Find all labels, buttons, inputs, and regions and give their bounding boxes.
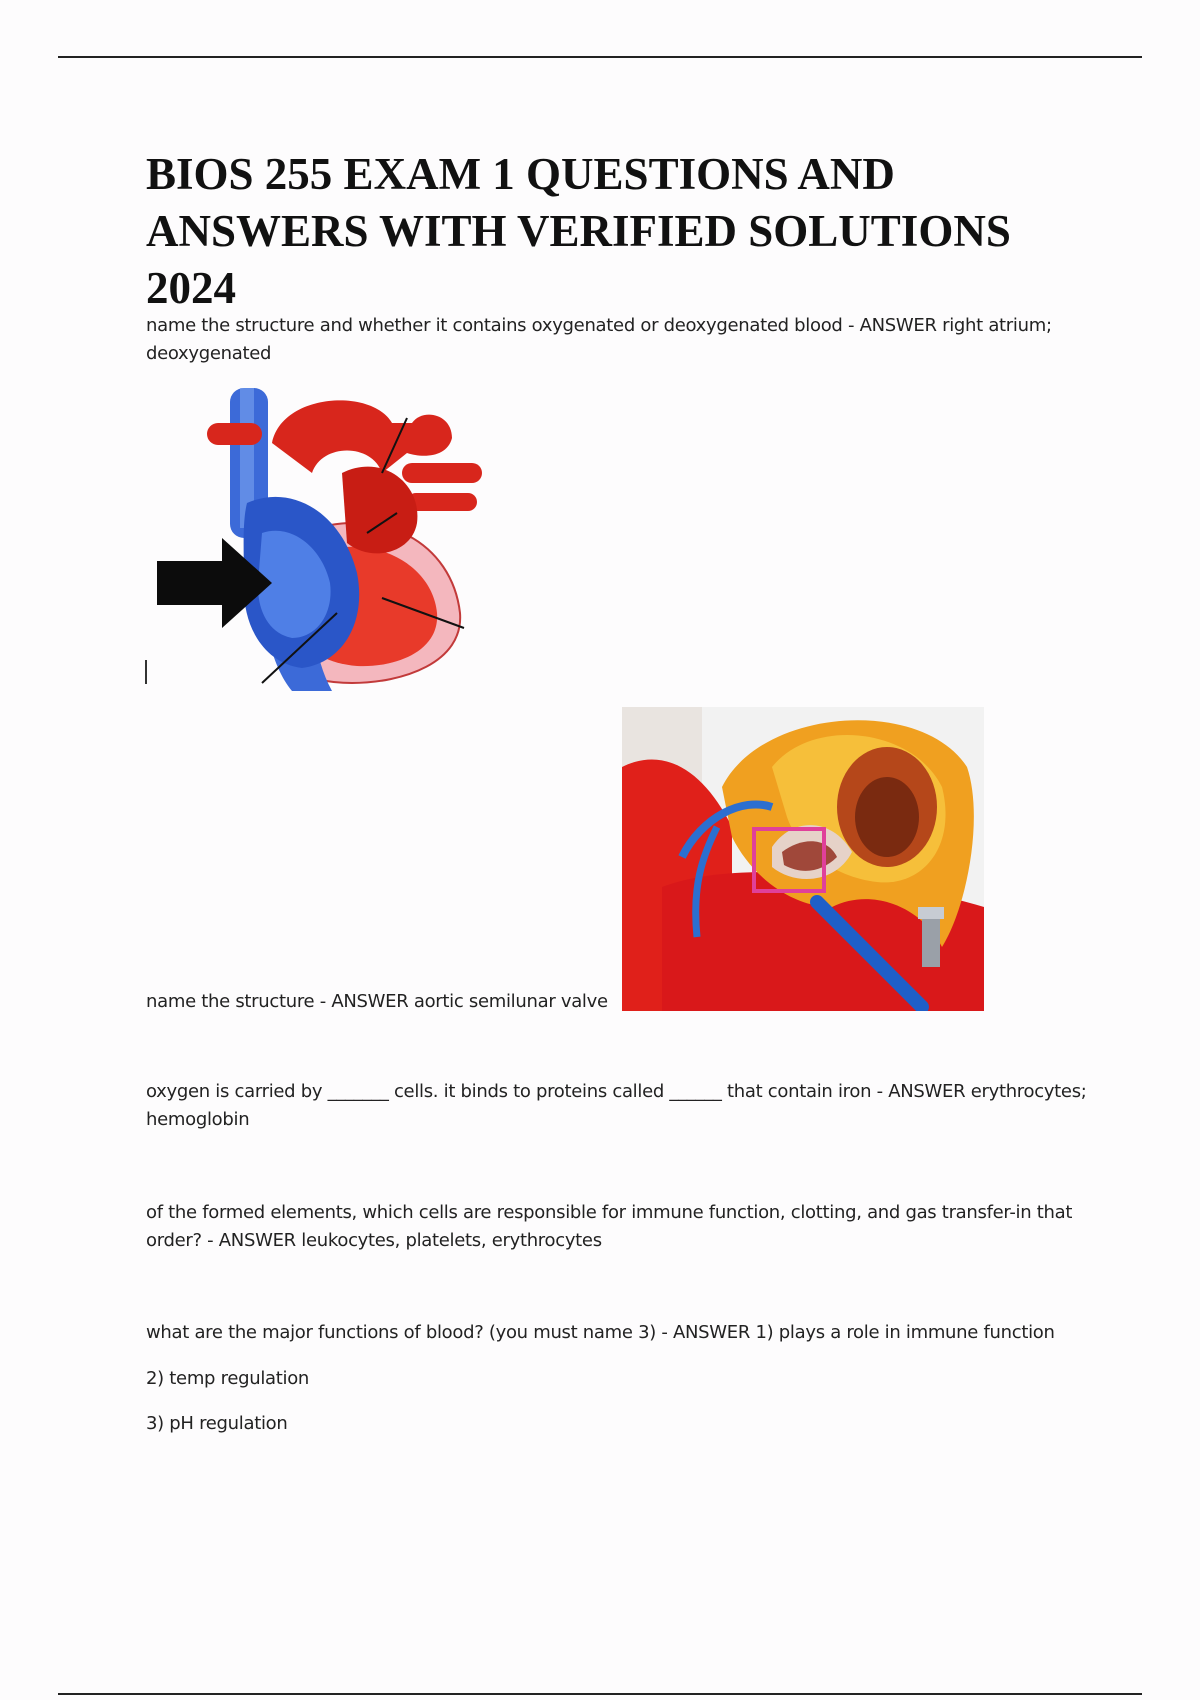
text-cursor (145, 660, 147, 684)
qa-item-2: name the structure - ANSWER aortic semilunar valve (146, 991, 608, 1012)
qa-item-6: 2) temp regulation (146, 1368, 310, 1389)
page-title: BIOS 255 EXAM 1 QUESTIONS AND ANSWERS WITH VERIFIED SOLUTIONS 2024 (146, 149, 1011, 313)
heart-diagram-icon (152, 383, 484, 691)
top-rule (58, 56, 1142, 58)
qa-item-5: what are the major functions of blood? (you must name 3) - ANSWER 1) plays a role in immune function (146, 1322, 1055, 1343)
heart-model-photo-icon (622, 707, 984, 1011)
bottom-rule (58, 1693, 1142, 1695)
qa-item-7: 3) pH regulation (146, 1413, 288, 1434)
qa-item-1: name the structure and whether it contains oxygenated or deoxygenated blood - ANSWER right atrium; deoxygenated (146, 315, 1052, 364)
qa-item-4: of the formed elements, which cells are responsible for immune function, clotting, and gas transfer-in that order? - ANSWER leukocytes, platelets, erythrocytes (146, 1202, 1073, 1251)
qa-item-3: oxygen is carried by _______ cells. it binds to proteins called ______ that contain iron - ANSWER erythrocytes; hemoglobin (146, 1081, 1087, 1130)
